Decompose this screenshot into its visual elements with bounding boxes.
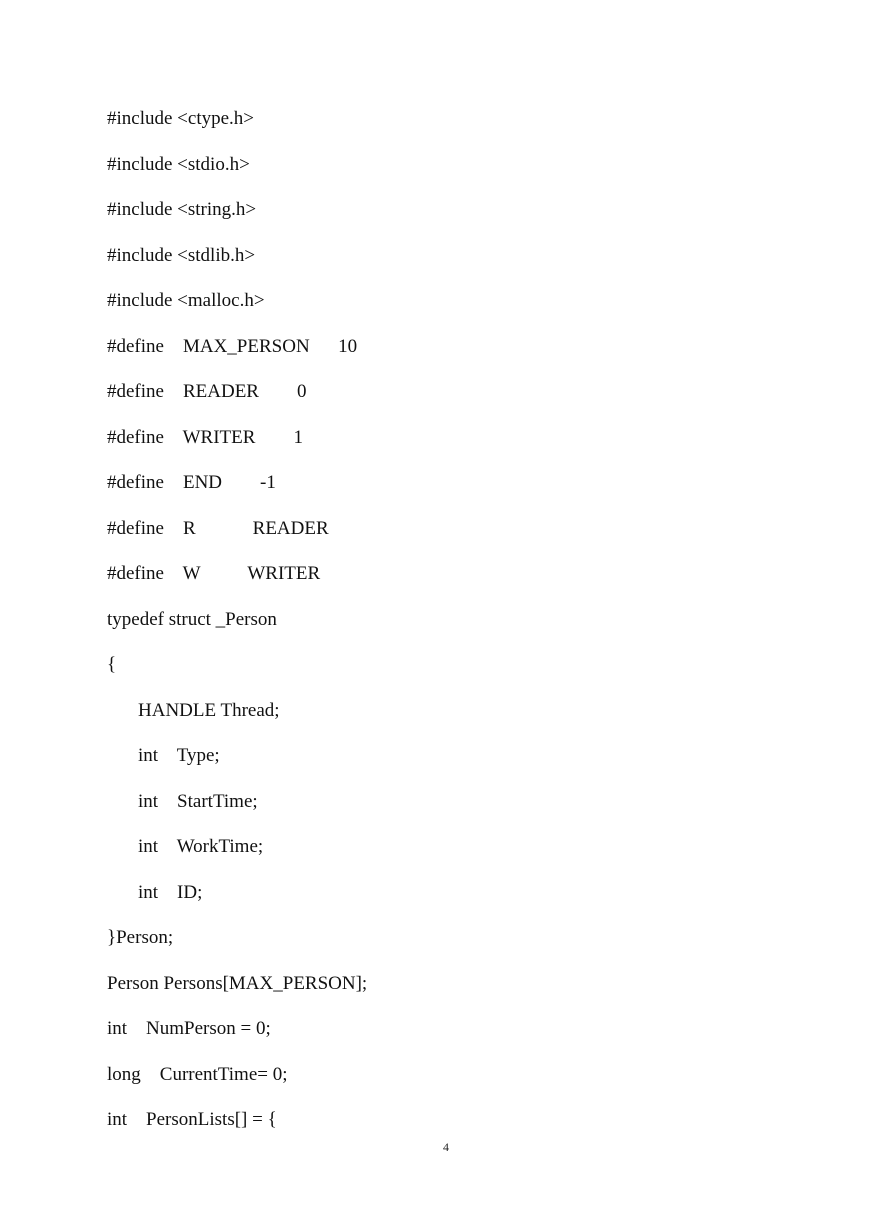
code-line: typedef struct _Person bbox=[107, 608, 277, 630]
code-line: #include <stdio.h> bbox=[107, 153, 250, 175]
code-line: int NumPerson = 0; bbox=[107, 1018, 271, 1039]
code-line: Person Persons[MAX_PERSON]; bbox=[107, 972, 368, 994]
code-line: #define R READER bbox=[107, 517, 329, 539]
code-line: { bbox=[107, 654, 117, 675]
code-line: HANDLE Thread; bbox=[138, 699, 280, 721]
code-listing bbox=[107, 104, 367, 1151]
code-line: int PersonLists[] = { bbox=[107, 1109, 277, 1130]
code-line: #define READER 0 bbox=[107, 381, 307, 402]
code-line: #define MAX_PERSON 10 bbox=[107, 335, 358, 357]
code-line: #include <stdlib.h> bbox=[107, 244, 256, 266]
code-line: int WorkTime; bbox=[138, 836, 264, 857]
code-line: #include <malloc.h> bbox=[107, 290, 265, 311]
page-number: 4 bbox=[443, 1140, 449, 1154]
code-line: #define END -1 bbox=[107, 472, 276, 493]
code-line: int StartTime; bbox=[138, 790, 258, 812]
code-line: long CurrentTime= 0; bbox=[107, 1063, 288, 1085]
code-line: #include <string.h> bbox=[107, 199, 257, 220]
code-line: #include <ctype.h> bbox=[107, 108, 254, 129]
code-line: int ID; bbox=[138, 881, 203, 903]
code-line: #define WRITER 1 bbox=[107, 426, 303, 448]
code-line: #define W WRITER bbox=[107, 563, 321, 584]
code-line: }Person; bbox=[107, 927, 174, 948]
code-line: int Type; bbox=[138, 745, 220, 766]
